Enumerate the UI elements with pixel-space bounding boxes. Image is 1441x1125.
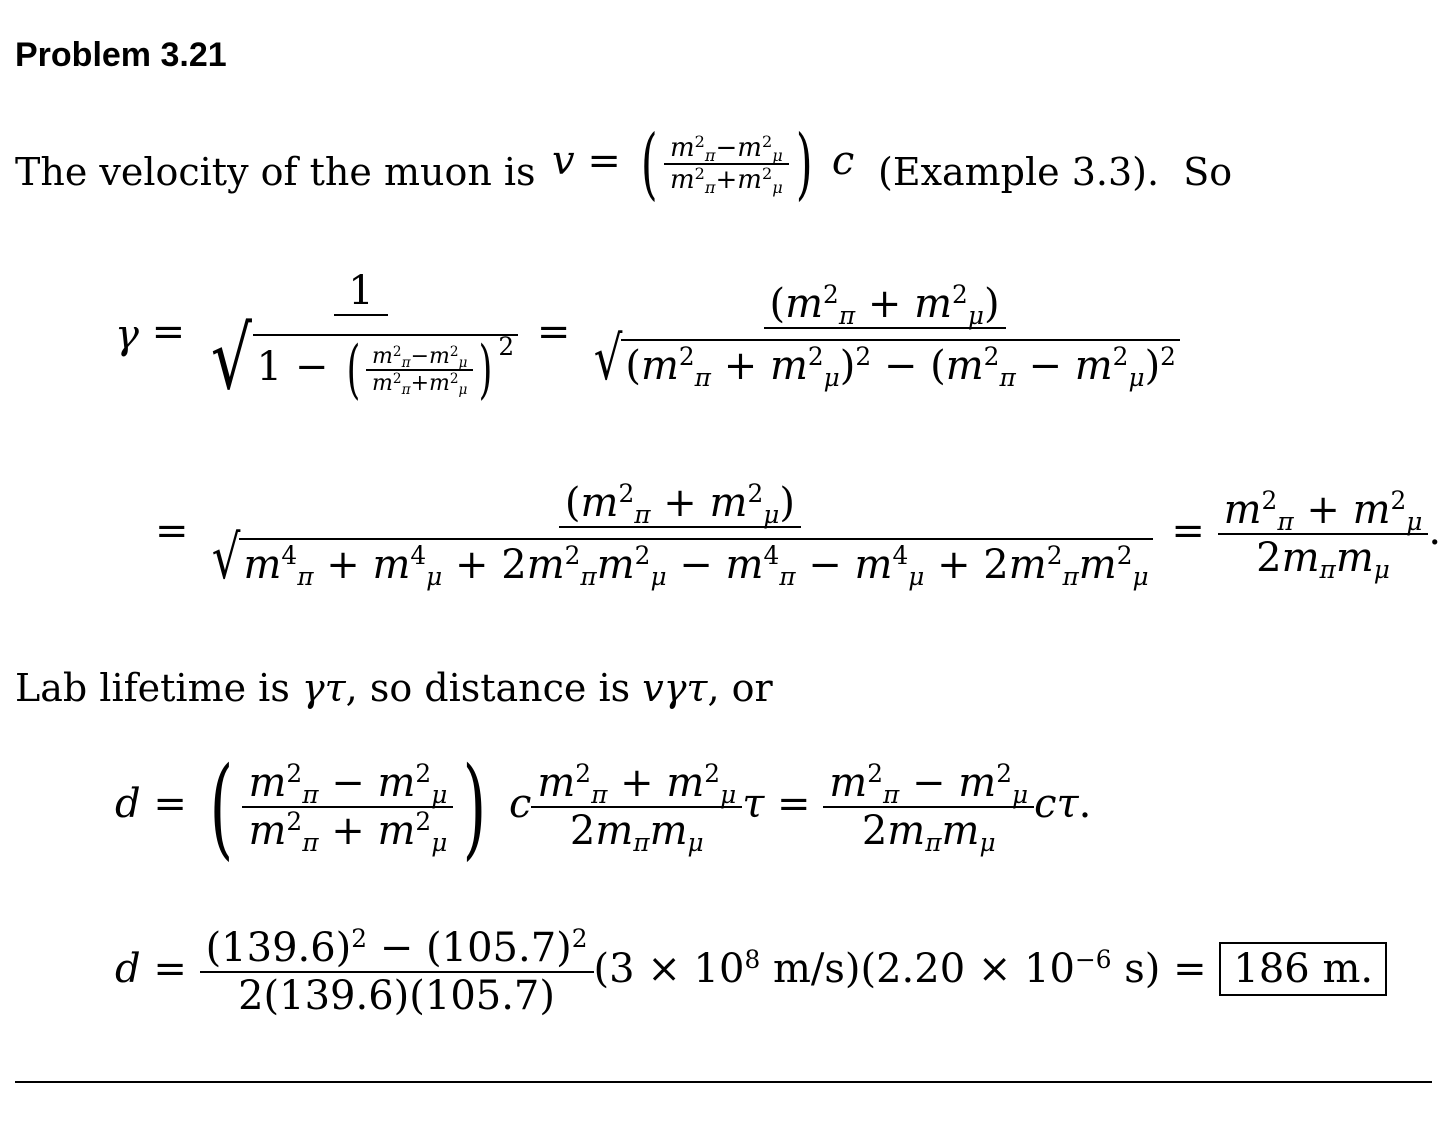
numeric-evaluation: d = $\frac{(139.6)^2 - (105.7)^2}{2(139.6)(105.7)}$ ($3 \times 10^8$ $m/s)(2.20 \times 10^{-6}$ s) = 186 m.	[115, 925, 1387, 1019]
gamma-equation-line2: = $(m^2_\pi + m^2_\mu)$ √ $m^4_\pi + m^4_\mu + 2m^2_\pi m^2_\mu - m^4_\pi - m^4_\mu + 2m^2_\pi m^2_\mu$ = $\frac{m^2_\pi + m^2_\mu}{2m_\pi m_\mu}$ .	[155, 479, 1441, 593]
example-ref-text: (Example 3.3).	[878, 150, 1160, 194]
bottom-divider	[15, 1081, 1432, 1083]
example-reference	[878, 150, 1232, 194]
final-answer: 186 m.	[1233, 946, 1374, 992]
distance-formula: d = ( $\frac{m^2_\pi - m^2_\mu}{m^2_\pi + m^2_\mu}$ ) c $\frac{m^2_\pi + m^2_\mu}{2m_\pi m_\mu}$ τ = $\frac{m^2_\pi - m^2_\mu}{2m_\pi m_\mu}$ cτ.	[115, 743, 1092, 871]
intro-suffix: So	[1183, 150, 1233, 194]
lab-line-part1: Lab lifetime is	[15, 666, 302, 710]
numeric-n1: (139.6)	[205, 925, 352, 971]
numeric-time-unit: s)	[1111, 946, 1161, 992]
numeric-speed: (3 × 10	[593, 946, 745, 992]
numeric-time-exp: −6	[1075, 945, 1112, 975]
final-answer-box	[1219, 942, 1387, 996]
lab-line-part3: , or	[707, 666, 773, 710]
intro-text	[15, 150, 536, 194]
numeric-speed-unit: m/s)(2.20 × 10	[760, 946, 1075, 992]
numeric-denominator: 2(139.6)(105.7)	[238, 973, 555, 1019]
velocity-formula: v = ( $\frac{m^2_\pi-m^2_\mu}{m^2_\pi+m^2_\mu}$ ) c	[552, 119, 855, 209]
numeric-n2: (105.7)	[426, 925, 572, 971]
lab-line-part2: , so distance is	[345, 666, 643, 710]
intro-prefix: The velocity of the muon is	[15, 150, 536, 194]
numeric-speed-exp: 8	[744, 945, 761, 975]
lab-lifetime-text: Lab lifetime is γτ, so distance is vγτ, or	[15, 666, 773, 710]
problem-title: Problem 3.21	[15, 36, 227, 74]
gamma-equation-line1: γ = 1 √ 1 − ( $\frac{m^2_\pi-m^2_\mu}{m^2_\pi+m^2_\mu}$ ) $^2$ = $(m^2_\pi + m^2_\mu)$ √ $(m^2_\pi + m^2_\mu)^2 - (m^2_\pi - m^2_\mu)^2$	[115, 268, 1186, 402]
